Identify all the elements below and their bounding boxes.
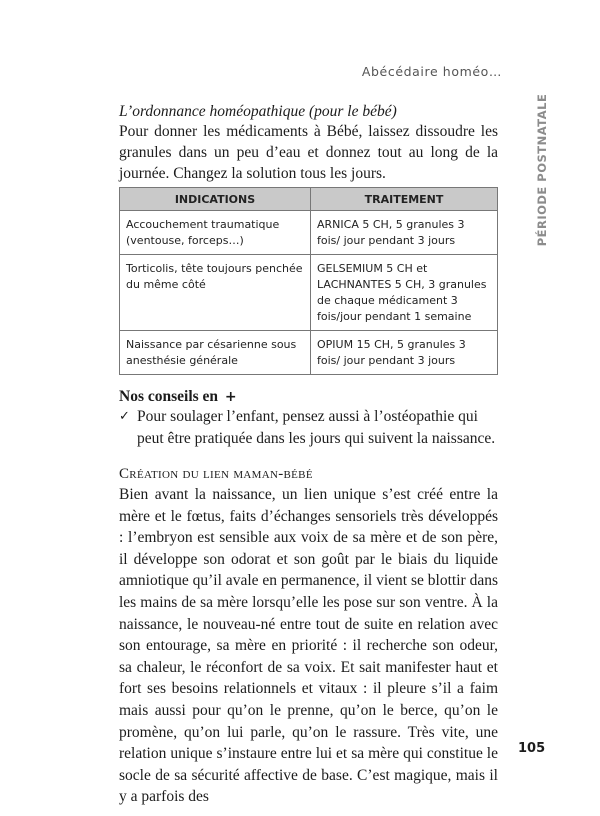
indication-cell: Torticolis, tête toujours penchée du même côté	[120, 255, 311, 331]
prescription-table	[119, 187, 498, 375]
table-header-row	[120, 188, 498, 211]
tip-text: Pour soulager l’enfant, pensez aussi à l’ostéopathie qui peut être pratiquée dans les jours qui suivent la naissance.	[137, 408, 496, 447]
tips-title: Nos conseils en	[119, 388, 219, 405]
subsection-title: Création du lien maman-bébé	[119, 466, 313, 482]
table-row	[120, 211, 498, 255]
tips-heading	[119, 386, 498, 408]
side-tab	[532, 93, 552, 247]
check-icon: ✓	[119, 409, 130, 424]
header-traitement: TRAITEMENT	[311, 188, 498, 211]
page-number: 105	[518, 741, 546, 756]
body-paragraph: Bien avant la naissance, un lien unique s’est créé entre la mère et le fœtus, faits d’échanges sensoriels très développés : l’embryon est sensible aux voix de sa mère et de son père, il développe son odorat et son goût par le biais du liquide amniotique qu’il avale en permanence, il vient se blottir dans les mains de sa mère lorsqu’elle les pose sur son ventre. À la naissance, le nouveau-né entre tout de suite en relation avec son entourage, sa mère en priorité : il recherche son odeur, sa chaleur, le réconfort de sa voix. Et sait manifester haut et fort ses besoins relationnels et vitaux : il pleure s’il a faim mais aussi pour qu’on le prenne, qu’on le berce, qu’on le promène, qu’on lui parle, qu’on le rassure. Très vite, une relation unique s’instaure entre lui et sa mère qui constitue le socle de sa sécurité affective de base. C’est magique, mais il y a parfois des	[119, 486, 498, 806]
plus-icon: +	[224, 389, 237, 405]
tip-item	[119, 406, 498, 450]
section-intro: Pour donner les médicaments à Bébé, laissez dissoudre les granules dans un peu d’eau et donnez tout au long de la journée. Changez la solution tous les jours.	[119, 123, 498, 182]
indication-cell: Naissance par césarienne sous anesthésie générale	[120, 331, 311, 375]
side-tab-label: PÉRIODE POSTNATALE	[535, 93, 549, 247]
treatment-cell: ARNICA 5 CH, 5 granules 3 fois/ jour pendant 3 jours	[311, 211, 498, 255]
table-row	[120, 331, 498, 375]
indication-cell: Accouchement traumatique (ventouse, forceps…)	[120, 211, 311, 255]
section-title: L’ordonnance homéopathique (pour le bébé)	[119, 103, 397, 120]
table-row	[120, 255, 498, 331]
treatment-cell: GELSEMIUM 5 CH et LACHNANTES 5 CH, 3 granules de chaque médicament 3 fois/jour pendant 1 semaine	[311, 255, 498, 331]
running-header: Abécédaire homéo…	[361, 64, 502, 79]
treatment-cell: OPIUM 15 CH, 5 granules 3 fois/ jour pendant 3 jours	[311, 331, 498, 375]
header-indications: INDICATIONS	[120, 188, 311, 211]
